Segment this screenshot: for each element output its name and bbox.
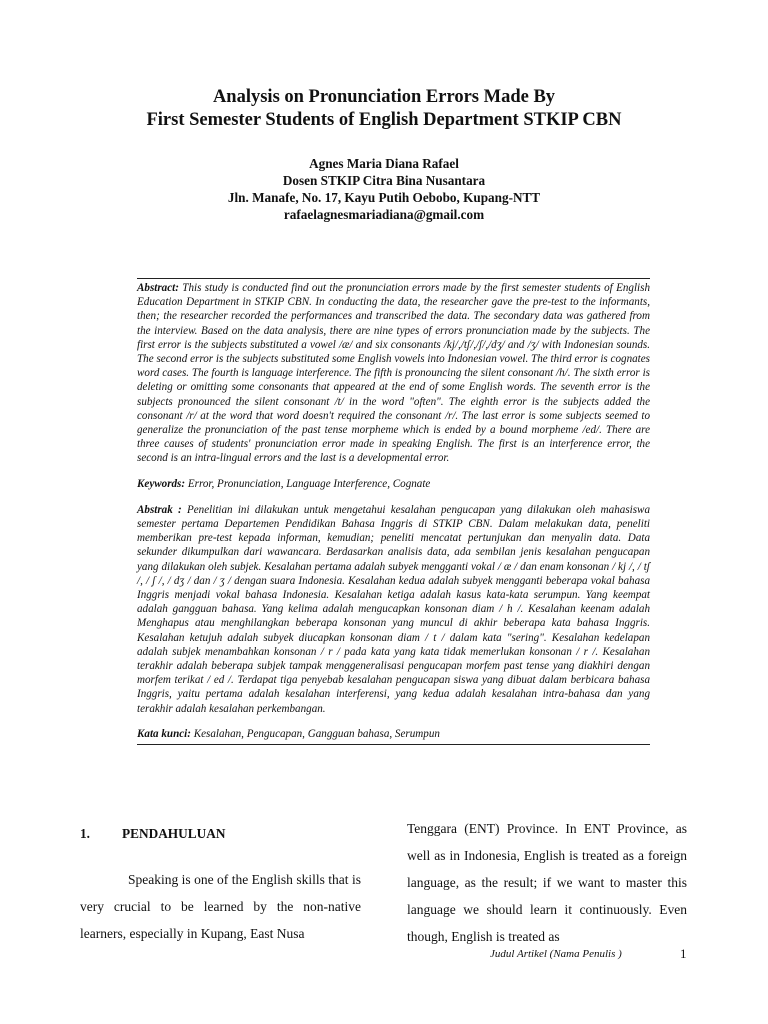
author-block	[60, 155, 708, 223]
body-column-left	[80, 820, 361, 947]
section-title: PENDAHULUAN	[122, 826, 226, 841]
abstract-indonesian	[137, 503, 650, 716]
abstract-box	[137, 278, 650, 745]
keywords-text: Error, Pronunciation, Language Interference, Cognate	[187, 477, 431, 490]
running-footer: Judul Artikel (Nama Penulis )	[490, 948, 622, 960]
section-heading	[80, 820, 361, 847]
abstract-text: This study is conducted find out the pronunciation errors made by the first semester students of English Education Department in STKIP CBN. In conducting the data, the researcher gave the pre-test to the informants, then; the researcher recorded the performances and transcribed the data. The secondary data was gathered from the interview. Based on the data analysis, there are nine types of errors pronunciation made by the subjects. The first error is the subjects substituted a vowel /æ/ and six consonants /kj/,/tʃ/,/ʃ/,/dʒ/ and /ʒ/ with Indonesian sounds. The second error is the subjects substituted some English vowels into Indonesian vowel. The third error is cognates word cases. The fourth is language interference. The fifth is pronouncing the silent consonant /h/. The sixth error is deleting or omitting some consonants that appeared at the end of some English words. The seventh error is the subjects pronounced the silent consonant /t/ in the word "often". The eighth error is the subjects added the consonant /r/ at the word that word doesn't required the consonant /r/. The last error is some subjects seemed to generalize the pronunciation of the past tense morpheme which is ended by a bound morpheme /ed/. There are three causes of students' pronunciation error made in speaking English. The first is an interference error, the second is an intra-lingual errors and the last is a developmental error.	[137, 282, 650, 465]
abstrak-label: Abstrak :	[137, 503, 182, 516]
keywords-indonesian	[137, 727, 650, 741]
page-number: 1	[680, 946, 687, 961]
author-address: Jln. Manafe, No. 17, Kayu Putih Oebobo, Kupang-NTT	[227, 190, 541, 205]
keywords-english	[137, 477, 650, 491]
author-email: rafaelagnesmariadiana@gmail.com	[283, 207, 485, 222]
author-affiliation: Dosen STKIP Citra Bina Nusantara	[282, 173, 486, 188]
body-paragraph-right: Tenggara (ENT) Province. In ENT Province, as well as in Indonesia, English is treated as a foreign language, as the result; if we want to master this language we should learn it continuously. Even though, English is treated as	[407, 821, 687, 944]
title-line-1: Analysis on Pronunciation Errors Made By	[212, 87, 556, 107]
abstrak-text: Penelitian ini dilakukan untuk mengetahui kesalahan pengucapan yang dilakukan oleh mahasiswa semester pertama Departemen Pendidikan Bahasa Inggris di STKIP CBN. Dalam melakukan data, peneliti memberikan pre-test kepada informan, kemudian; peneliti mencatat pertunjukan dan menyalin data. Data sekunder dikumpulkan dari wawancara. Berdasarkan analisis data, ada sembilan jenis kesalahan pengucapan yang dilakukan oleh subjek. Kesalahan pertama adalah subyek mengganti vokal / æ / dan enam konsonan / kj /, / tʃ /, / ʃ /, / dʒ / dan / ʒ / dengan suara Indonesia. Kesalahan kedua adalah subyek mengganti beberapa vokal bahasa Inggris menjadi vokal bahasa Indonesia. Kesalahan ketiga adalah kasus kata-kata serumpun. Yang keempat adalah gangguan bahasa. Yang kelima adalah mengucapkan konsonan diam / h /. Kesalahan keenam adalah Menghapus atau menghilangkan beberapa konsonan yang muncul di akhir beberapa kata bahasa Inggris. Kesalahan ketujuh adalah subyek diucapkan konsonan diam / t / dalam kata "sering". Kesalahan kedelapan adalah subjek menambahkan konsonan / r / pada kata yang kata tidak memerlukan konsonan / r /. Kesalahan terakhir adalah beberapa subjek tampak menggeneralisasi pengucapan morfem past tense yang diakhiri dengan morfem terikat / ed /. Terdapat tiga penyebab kesalahan pengucapan siswa yang dibuat dalam berbicara bahasa Inggris, yaitu pertama adalah kesalahan interferensi, yang kedua adalah kesalahan intra-bahasa dan yang terakhir adalah kesalahan perkembangan.	[137, 503, 650, 715]
author-name: Agnes Maria Diana Rafael	[309, 156, 459, 171]
body-column-right	[407, 815, 687, 950]
abstract-english	[137, 281, 650, 466]
paper-title	[60, 86, 708, 132]
body-paragraph-left: Speaking is one of the English skills that is very crucial to be learned by the non-native learners, especially in Kupang, East Nusa	[80, 872, 361, 941]
abstract-label: Abstract:	[137, 282, 179, 294]
section-number: 1.	[80, 826, 90, 841]
kata-kunci-label: Kata kunci:	[137, 727, 191, 740]
keywords-label: Keywords:	[137, 477, 186, 490]
title-line-2: First Semester Students of English Department STKIP CBN	[146, 110, 622, 130]
kata-kunci-text: Kesalahan, Pengucapan, Gangguan bahasa, Serumpun	[193, 727, 440, 740]
